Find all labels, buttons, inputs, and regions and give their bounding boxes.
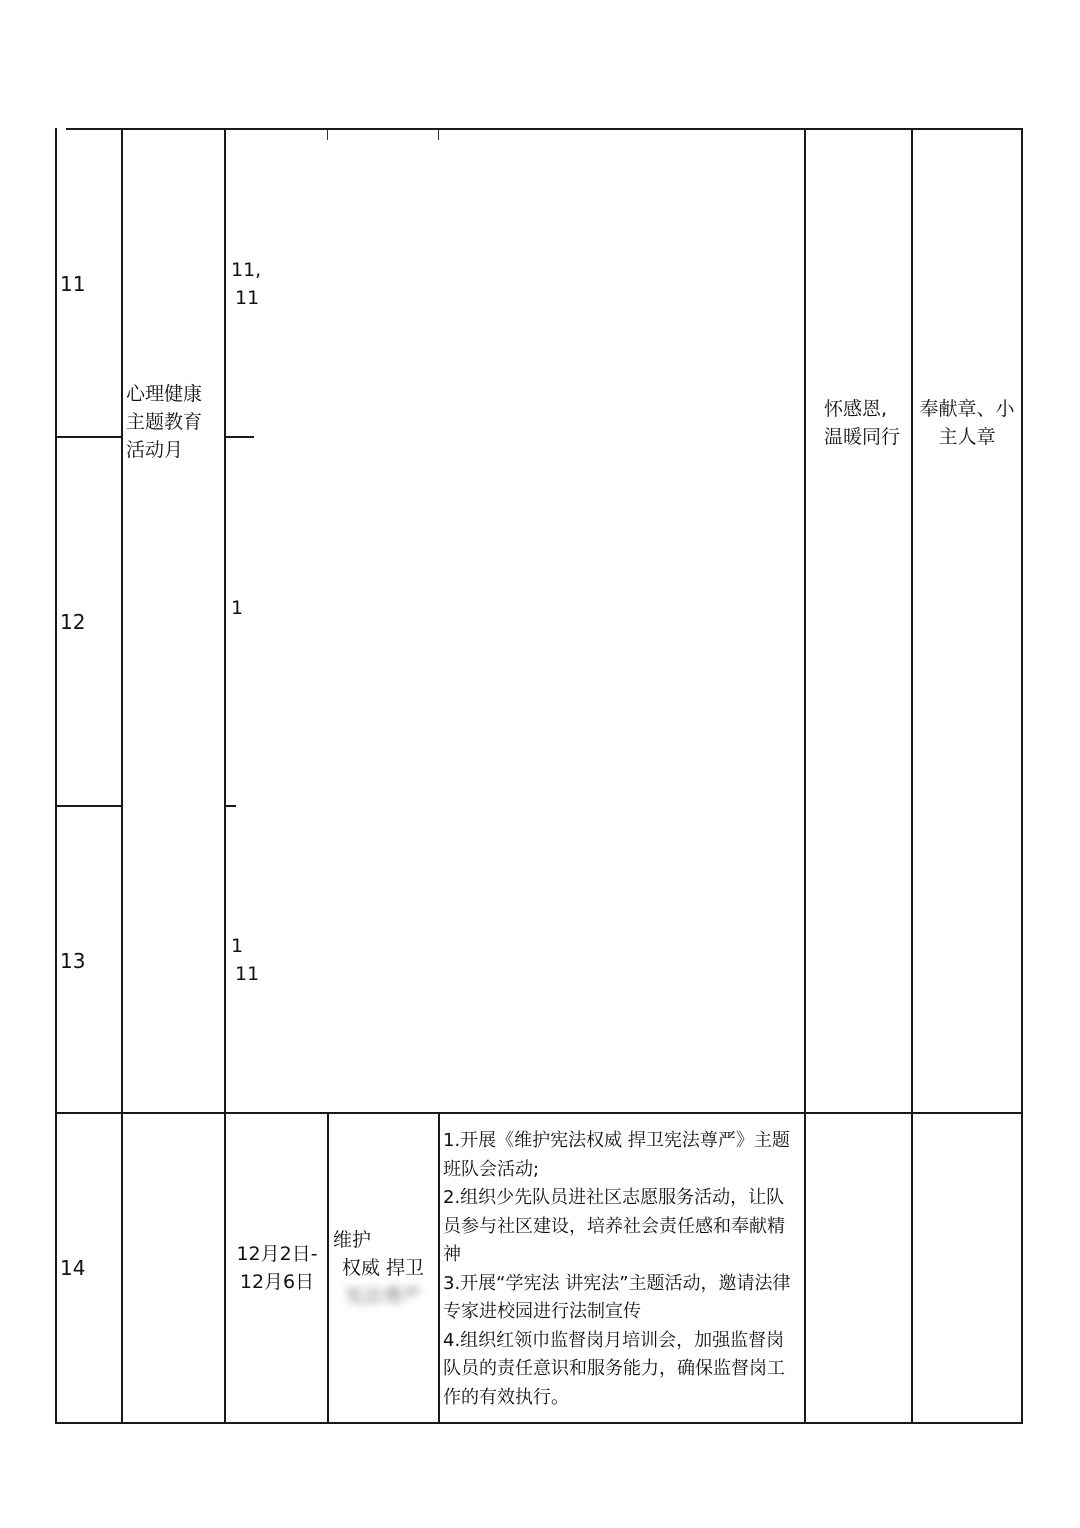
row-divider-11-12 <box>55 436 123 438</box>
column-divider-activity <box>804 128 806 1424</box>
slogan-line: 怀感恩, <box>824 398 888 420</box>
row-divider-13-14 <box>55 1112 1023 1114</box>
row-divider-12-13-date-stub <box>224 805 236 807</box>
theme-line: 活动月 <box>126 439 184 461</box>
week-number-11: 11 <box>60 272 86 296</box>
date-fragment-row11-a: 11, <box>231 259 262 281</box>
column-divider-topic <box>438 1112 440 1424</box>
theme-cell-merged <box>126 380 222 464</box>
row14-date-cell <box>229 1240 325 1296</box>
badge-line: 主人章 <box>938 426 996 448</box>
badge-line: 奉献章、小 <box>919 398 1015 420</box>
activity-item: 3.开展“学宪法 讲宪法”主题活动，邀请法律专家进校园进行法制宣传 <box>443 1272 791 1322</box>
column-divider-date <box>327 1112 329 1424</box>
activity-item: 4.组织红领巾监督岗月培训会，加强监督岗队员的责任意识和服务能力，确保监督岗工作的有效执行。 <box>443 1329 785 1408</box>
row-divider-11-12-date-stub <box>224 436 254 438</box>
topic-line: 维护 <box>333 1229 372 1251</box>
slogan-cell-merged <box>824 395 910 451</box>
row14-topic-cell <box>331 1226 435 1310</box>
slogan-line: 温暖同行 <box>824 426 901 448</box>
date-line: 12月2日- <box>236 1243 318 1265</box>
row14-activity-list <box>443 1127 801 1412</box>
table-border-bottom <box>55 1422 1023 1424</box>
date-fragment-row11-b: 11 <box>235 287 260 309</box>
column-divider-slogan <box>911 128 913 1424</box>
theme-line: 心理健康 <box>126 383 203 405</box>
week-number-12: 12 <box>60 610 86 634</box>
column-divider-week <box>121 128 123 1424</box>
column-divider-theme <box>224 128 226 1424</box>
badge-cell-merged <box>913 395 1021 451</box>
table-border-right <box>1021 128 1023 1424</box>
table-border-left <box>55 128 57 1424</box>
activity-item: 2.组织少先队员进社区志愿服务活动，让队员参与社区建设，培养社会责任感和奉献精神 <box>443 1187 785 1265</box>
date-fragment-row12-a: 1 <box>231 597 244 619</box>
row-divider-12-13 <box>55 805 123 807</box>
week-number-13: 13 <box>60 949 86 973</box>
topic-line: 权威 捍卫 <box>341 1257 425 1279</box>
date-fragment-row13-b: 11 <box>235 963 260 985</box>
date-line: 12月6日 <box>239 1271 315 1293</box>
topic-line-blurred: 宪法尊严 <box>344 1285 421 1307</box>
date-fragment-row13-a: 1 <box>231 935 244 957</box>
table-border-top <box>66 128 1023 130</box>
activity-item: 1.开展《维护宪法权威 捍卫宪法尊严》主题班队会活动; <box>443 1130 790 1180</box>
theme-line: 主题教育 <box>126 411 203 433</box>
week-number-14: 14 <box>60 1256 86 1280</box>
